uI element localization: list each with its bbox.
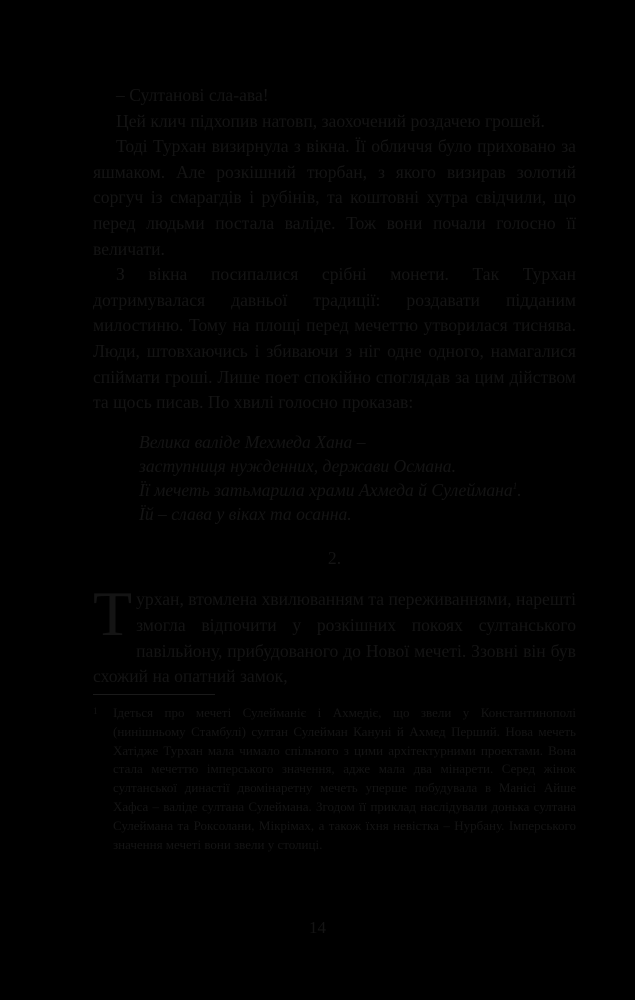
poem-line: Велика валіде Мехмеда Хана – <box>139 431 366 452</box>
paragraph: З вікна посипалися срібні монети. Так Турхан дотримувалася давньої традиції: роздавати підданим милостиню. Тому на площі перед мечеттю утворилася тиснява. Люди, штовхаючись і збиваючи з ніг одне одного, намагалися спіймати гроші. Лише поет спокійно споглядав за цим дійством та щось писав. По хвилі голосно проказав: <box>93 264 576 413</box>
footnote-mark: 1 <box>93 706 98 716</box>
page-number: 14 <box>309 918 326 937</box>
chapter-number: 2. <box>327 547 342 568</box>
footnote-paragraph <box>93 704 576 854</box>
poem <box>139 430 576 526</box>
section-text: урхан, втомлена хвилюванням та переживаннями, нарешті змогла відпочити у розкішних покоях султанського павільйону, прибудованого до Нової мечеті. Ззовні він був схожий на опатний замок, <box>93 589 576 687</box>
footnote-reference: 1 <box>512 480 518 491</box>
paragraph: Цей клич підхопив натовп, заохочений роздачею грошей. <box>116 110 545 131</box>
paragraph: Тоді Турхан визирнула з вікна. Її обличчя було приховано за яшмаком. Але розкішний тюрбан, з якого визирав золотий соргуч із смарагдів і рубінів, та коштовні хутра свідчили, що перед людьми постала валіде. Тож вони почали голосно її величати. <box>93 136 576 259</box>
section-paragraph <box>93 578 576 689</box>
dialogue-line: – Султанові сла-ава! <box>116 85 269 105</box>
footnote-text: Ідеться про мечеті Сулейманіє і Ахмедіє, що звели у Константинополі (нинішньому Стамбулі) султан Сулейман Кануні й Ахмед Перший. Нова мечеть Хатідже Турхан мала чимало спільного з цими архітектурними проектами. Вона стала мечеттю імперського значення, адже мала два мінарети. Серед жінок султанської династії двомінаретну мечеть уперше побудувала в Манісі Айше Хафса – валіде султана Сулеймана. Згодом її приклад наслідували донька султана Сулеймана та Роксолани, Мікрімах, а також їхня невістка – Нурбану. Імперського значення мечеті вони звели у столиці. <box>113 705 576 852</box>
main-text <box>93 83 576 690</box>
footnote <box>93 704 576 854</box>
poem-line: заступниця нужденних, держави Османа. <box>139 455 456 476</box>
poem-line: Її мечеть затьмарила храми Ахмеда й Сулеймана$^1$. <box>139 479 522 500</box>
drop-cap: Т <box>93 578 133 650</box>
poem-line-text: Її мечеть затьмарила храми Ахмеда й Сулеймана <box>139 479 513 500</box>
footnote-divider <box>93 694 215 695</box>
poem-line: Їй – слава у віках та осанна. <box>139 503 352 524</box>
